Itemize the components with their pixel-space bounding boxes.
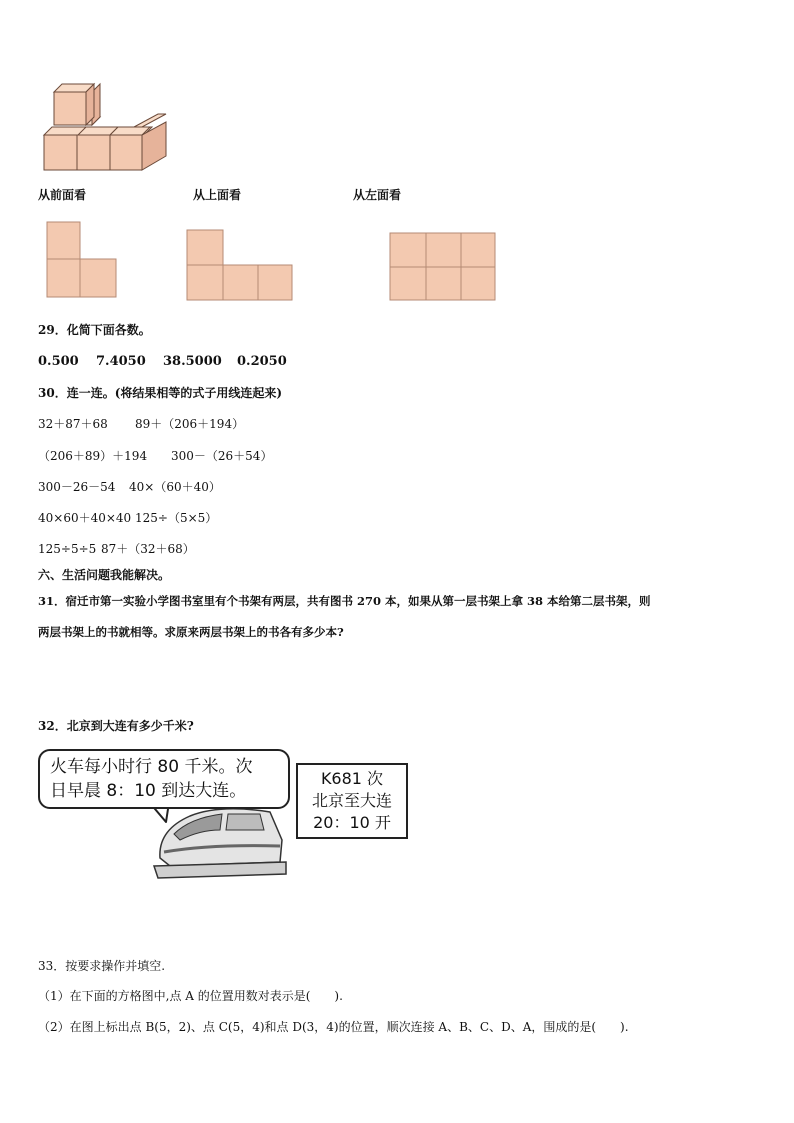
sign-line: 北京至大连 — [311, 791, 392, 810]
section-6-title: 六、生活问题我能解决。 — [38, 568, 171, 582]
q32-title: 32．北京到大连有多少千米? — [38, 719, 194, 733]
q33-title: 33．按要求操作并填空. — [38, 959, 166, 973]
left-view-label: 从左面看 — [353, 188, 402, 202]
sign-line: K681 次 — [320, 769, 384, 788]
q31-line2: 两层书架上的书就相等。求原来两层书架上的书各有多少本? — [38, 625, 344, 639]
q30-expr-right: 300－（26＋54） — [171, 449, 273, 463]
sign-line: 20：10 开 — [313, 813, 391, 832]
q30-expr-left: 300－26－54 — [38, 480, 116, 494]
speech-bubble — [38, 749, 290, 809]
train-schedule-sign — [296, 763, 408, 839]
q29-number: 7.4050 — [96, 354, 146, 369]
q30-expr-left: 32＋87＋68 — [38, 417, 108, 431]
front-view-label: 从前面看 — [38, 188, 87, 202]
q29-title: 29．化简下面各数。 — [38, 323, 151, 337]
q33-sub1: （1）在下面的方格图中,点 A 的位置用数对表示是( ). — [38, 989, 343, 1003]
top-view-figure — [186, 229, 294, 301]
front-view-figure — [46, 221, 118, 299]
top-view-label: 从上面看 — [193, 188, 242, 202]
bubble-line: 火车每小时行 80 千米。次 — [50, 757, 253, 777]
q30-expr-right: 87＋（32＋68） — [101, 542, 195, 556]
left-view-figure — [389, 232, 497, 302]
q29-number: 0.2050 — [237, 354, 287, 369]
q31-line1: 31．宿迁市第一实验小学图书室里有个书架有两层，共有图书 270 本，如果从第一层书架上拿 38 本给第二层书架，则 — [38, 594, 651, 608]
q30-expr-right: 125÷（5×5） — [135, 511, 218, 525]
q30-expr-left: （206＋89）＋194 — [38, 449, 148, 463]
q30-expr-left: 125÷5÷5 — [38, 542, 97, 556]
q30-title: 30．连一连。(将结果相等的式子用线连起来) — [38, 386, 283, 400]
bubble-line: 日早晨 8：10 到达大连。 — [50, 781, 247, 801]
q29-number: 0.500 — [38, 354, 79, 369]
q30-expr-left: 40×60＋40×40 — [38, 511, 132, 525]
q33-sub2: （2）在图上标出点 B(5，2)、点 C(5，4)和点 D(3，4)的位置，顺次连接 A、B、C、D、A，围成的是( ). — [38, 1020, 629, 1034]
q30-expr-right: 89＋（206＋194） — [135, 417, 245, 431]
q29-number: 38.5000 — [163, 354, 222, 369]
q30-expr-right: 40×（60＋40） — [129, 480, 221, 494]
cube-stack-figure — [40, 80, 172, 172]
